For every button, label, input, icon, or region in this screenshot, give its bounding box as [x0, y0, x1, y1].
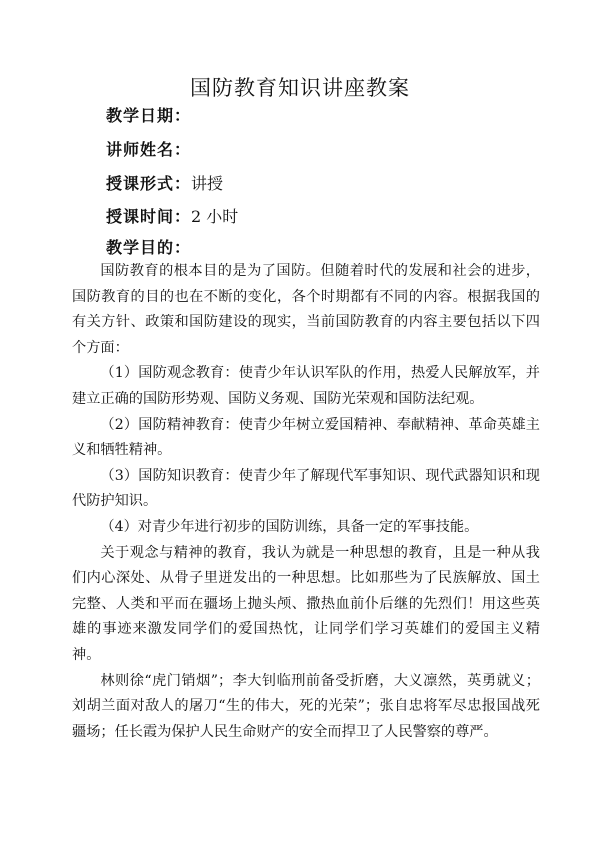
document-title: 国防教育知识讲座教案	[190, 76, 410, 100]
body-paragraph: 国防教育的根本目的是为了国防。但随着时代的发展和社会的进步，国防教育的目的也在不断的变化，各个时期都有不同的内容。根据我国的有关方针、政策和国防建设的现实，当前国防教育的内容主要包括以下四个方面：	[72, 263, 540, 356]
body-paragraph: （2）国防精神教育：使青少年树立爱国精神、奉献精神、革命英雄主义和牺牲精神。	[72, 416, 540, 459]
body-paragraph: 林则徐“虎门销烟”；李大钊临刑前备受折磨，大义凛然，英勇就义；刘胡兰面对敌人的屠刀“生的伟大，死的光荣”；张自忠将军尽忠报国战死疆场；任长霞为保护人民生命财产的安全而捍卫了人民警察的尊严。	[72, 672, 540, 740]
field-teaching-time	[106, 205, 238, 229]
section-heading	[106, 236, 191, 260]
field-label: 讲师姓名：	[106, 140, 192, 159]
document-body	[72, 259, 540, 745]
field-teaching-date	[106, 104, 191, 128]
field-label: 授课形式：	[106, 174, 192, 193]
field-teaching-form	[106, 172, 223, 196]
field-value: 讲授	[191, 174, 224, 193]
section-heading-label: 教学目的：	[106, 238, 192, 257]
field-value: 2 小时	[191, 207, 239, 226]
body-paragraph: （1）国防观念教育：使青少年认识军队的作用，热爱人民解放军，并建立正确的国防形势观、国防义务观、国防光荣观和国防法纪观。	[72, 365, 540, 407]
field-label: 教学日期：	[106, 106, 192, 125]
field-lecturer-name	[106, 138, 191, 162]
body-paragraph: （3）国防知识教育：使青少年了解现代军事知识、现代武器知识和现代防护知识。	[72, 467, 540, 510]
body-paragraph: 关于观念与精神的教育，我认为就是一种思想的教育，且是一种从我们内心深处、从骨子里迸发出的一种思想。比如那些为了民族解放、国土完整、人类和平而在疆场上抛头颅、撒热血前仆后继的先烈们！用这些英雄的事迹来激发同学们的爱国热忱，让同学们学习英雄们的爱国主义精神。	[72, 544, 540, 663]
field-label: 授课时间：	[106, 207, 192, 226]
body-paragraph: （4）对青少年进行初步的国防训练，具备一定的军事技能。	[100, 518, 479, 535]
